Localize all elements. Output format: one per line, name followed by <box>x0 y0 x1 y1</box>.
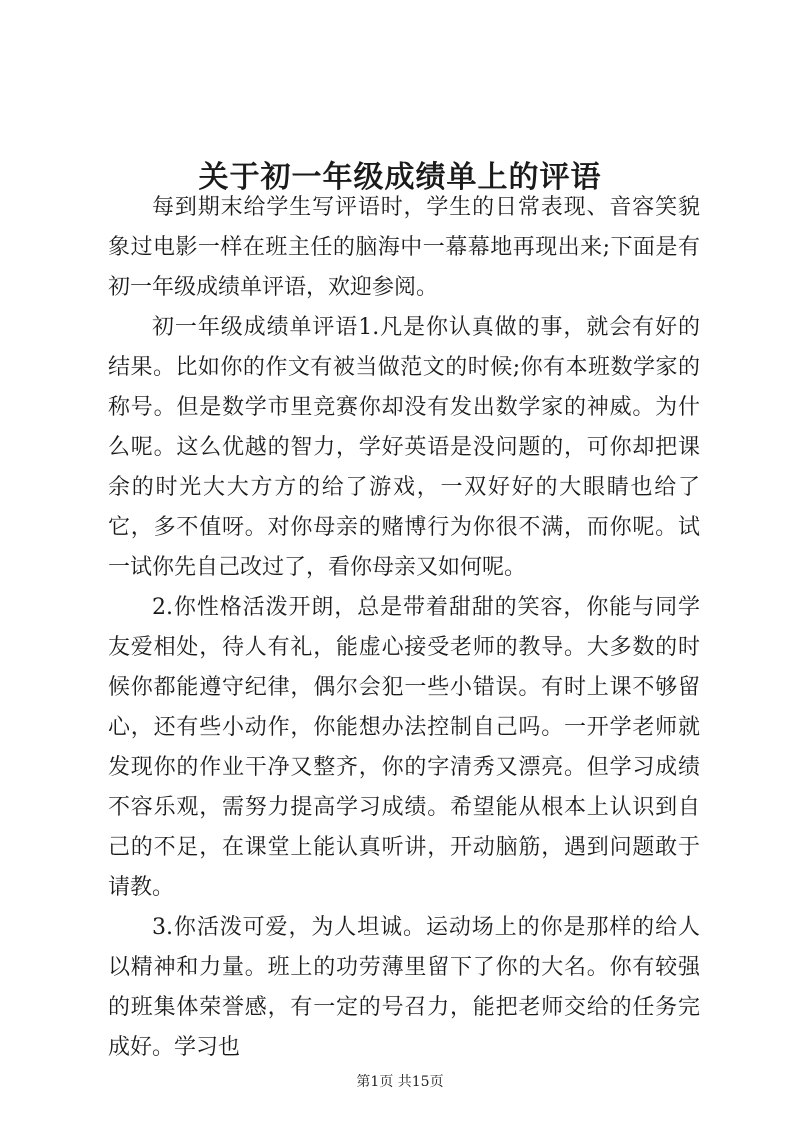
paragraph-intro: 每到期末给学生写评语时，学生的日常表现、音容笑貌象过电影一样在班主任的脑海中一幕幕地再现出来;下面是有初一年级成绩单评语，欢迎参阅。 <box>108 195 700 300</box>
document-body <box>108 188 700 1068</box>
paragraph-comment-3: 3.你活泼可爱，为人坦诚。运动场上的你是那样的给人以精神和力量。班上的功劳薄里留下了你的大名。你有较强的班集体荣誉感，有一定的号召力，能把老师交给的任务完成好。学习也 <box>108 915 700 1060</box>
paragraph-comment-2: 2.你性格活泼开朗，总是带着甜甜的笑容，你能与同学友爱相处，待人有礼，能虚心接受老师的教导。大多数的时候你都能遵守纪律，偶尔会犯一些小错误。有时上课不够留心，还有些小动作，你能想办法控制自己吗。一开学老师就发现你的作业干净又整齐，你的字清秀又漂亮。但学习成绩不容乐观，需努力提高学习成绩。希望能从根本上认识到自己的不足，在课堂上能认真听讲，开动脑筋，遇到问题敢于请教。 <box>108 595 700 900</box>
paragraph-comment-1: 初一年级成绩单评语1.凡是你认真做的事，就会有好的结果。比如你的作文有被当做范文的时候;你有本班数学家的称号。但是数学市里竞赛你却没有发出数学家的神威。为什么呢。这么优越的智力，学好英语是没问题的，可你却把课余的时光大大方方的给了游戏，一双好好的大眼睛也给了它，多不值呀。对你母亲的赌博行为你很不满，而你呢。试一试你先自己改过了，看你母亲又如何呢。 <box>108 315 700 580</box>
page-number-footer: 第1页 共15页 <box>356 1074 444 1090</box>
page-title: 关于初一年级成绩单上的评语 <box>198 160 602 196</box>
